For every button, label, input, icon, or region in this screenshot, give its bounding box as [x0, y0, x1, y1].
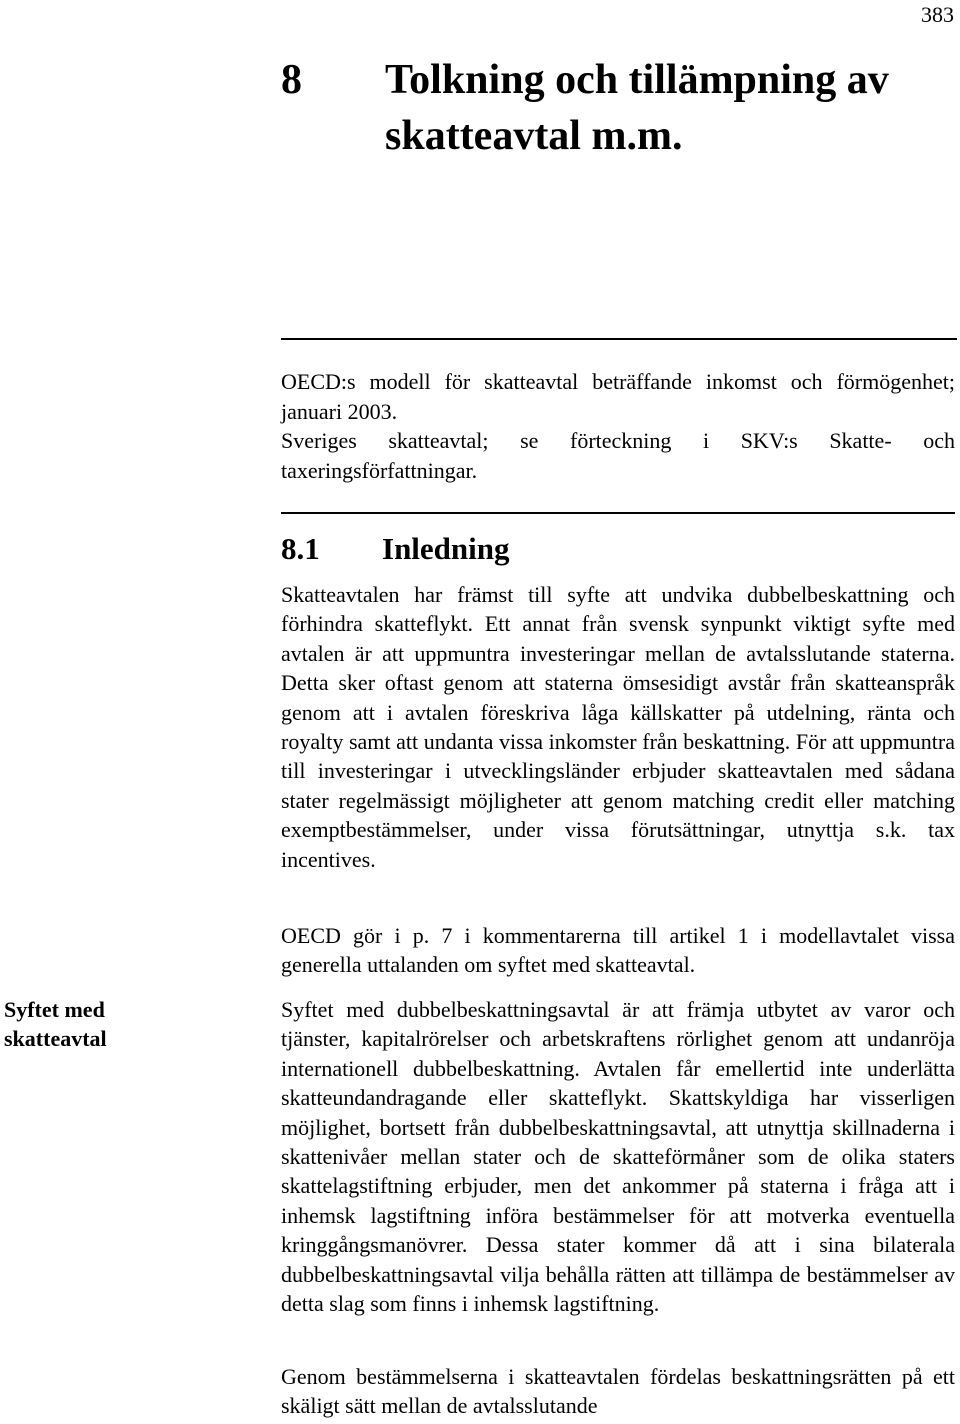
page-number: 383 — [921, 2, 954, 27]
source-reference: OECD:s modell för skatteavtal beträffande inkomst och förmögenhet; januari 2003. — [281, 369, 955, 424]
source-reference: Sveriges skatteavtal; se förteckning i SKV:s Skatte- och taxeringsförfattningar. — [281, 428, 955, 483]
chapter-heading — [281, 52, 951, 164]
margin-note: Syftet med skatteavtal — [4, 997, 107, 1052]
top-divider — [281, 338, 957, 340]
paragraph: Genom bestämmelserna i skatteavtalen fördelas beskattningsrätten på ett skäligt sätt mellan de avtalsslutande — [281, 1364, 955, 1419]
section-number: 8.1 — [281, 531, 320, 566]
section-heading — [281, 530, 510, 568]
paragraph: Skatteavtalen har främst till syfte att undvika dubbelbeskattning och förhindra skatteflykt. Ett annat från svensk synpunkt viktigt syfte med avtalen är att uppmuntra investeringar mellan de avtalsslutande staterna. Detta sker oftast genom att staterna ömsesidigt avstår från skatteanspråk genom att i avtalen föreskriva låga källskatter på utdelning, ränta och royalty samt att undanta vissa inkomster från beskattning. För att uppmuntra till investeringar i utvecklingsländer erbjuder skatteavtalen med sådana stater regelmässigt möjligheter att genom matching credit eller matching exemptbestämmelser, under vissa förutsättningar, utnyttja s.k. tax incentives. — [281, 582, 955, 872]
section-title: Inledning — [382, 531, 510, 566]
source-references — [281, 367, 955, 485]
chapter-title: Tolkning och tillämpning av skatteavtal m.m. — [385, 57, 889, 159]
paragraph: OECD gör i p. 7 i kommentarerna till artikel 1 i modellavtalet vissa generella uttalanden om syftet med skatteavtal. — [281, 923, 955, 978]
chapter-number: 8 — [281, 57, 302, 103]
paragraph: Syftet med dubbelbeskattningsavtal är att främja utbytet av varor och tjänster, kapitalrörelser och arbetskraftens rörlighet genom att undanröja internationell dubbelbeskattning. Avtalen får emellertid inte underlätta skatteundandragande eller skatteflykt. Skattskyldiga har visserligen möjlighet, bortsett från dubbelbeskattningsavtal, att utnyttja skillnaderna i skattenivåer mellan stater och de skatteförmåner som de olika staters skattelagstiftning erbjuder, men det ankommer på staterna i fråga att i inhemsk lagstiftning införa bestämmelser för att motverka eventuella kringgångsmanövrer. Dessa stater kommer då att i sina bilaterala dubbelbeskattningsavtal vilja behålla rätten att tillämpa de bestämmelser av detta slag som finns i inhemsk lagstiftning. — [281, 997, 955, 1317]
bottom-divider — [281, 512, 955, 514]
